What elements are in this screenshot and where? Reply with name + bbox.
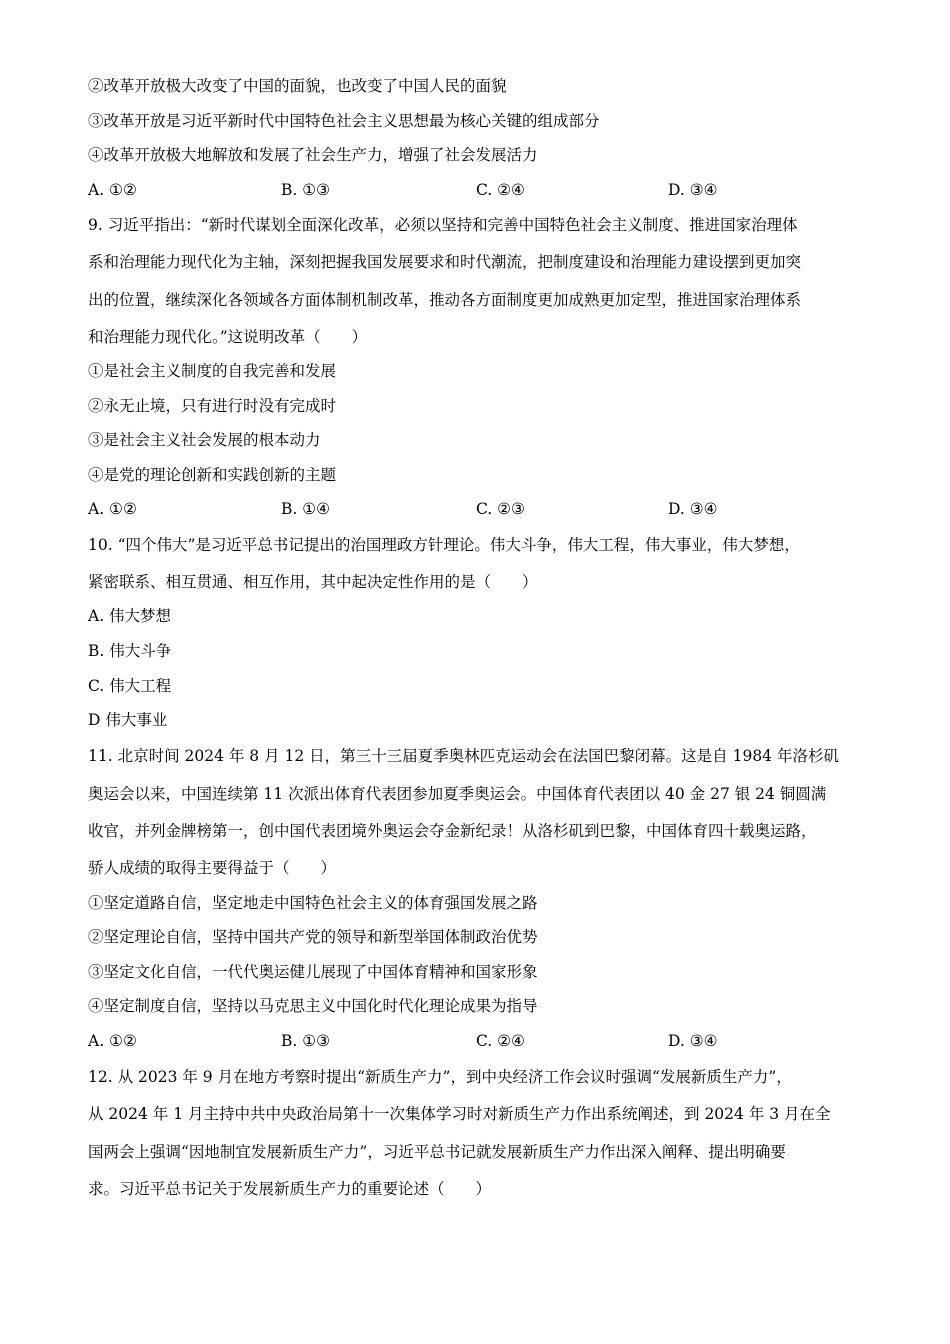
q10-option-c: C. 伟大工程 (88, 677, 172, 695)
q12-stem-line: 求。习近平总书记关于发展新质生产力的重要论述（ ） (88, 1180, 492, 1198)
q10-option-b: B. 伟大斗争 (88, 642, 172, 660)
q8-item-3: ③改革开放是习近平新时代中国特色社会主义思想最为核心关键的组成部分 (88, 112, 600, 130)
q9-stem-line: 系和治理能力现代化为主轴，深刻把握我国发展要求和时代潮流，把制度建设和治理能力建设摆到更加突 (88, 253, 802, 271)
q11-stem-line: 11. 北京时间 2024 年 8 月 12 日，第三十三届夏季奥林匹克运动会在法国巴黎闭幕。这是自 1984 年洛杉矶 (88, 747, 839, 765)
q11-option-c: C. ②④ (476, 1032, 525, 1050)
q9-item-4: ④是党的理论创新和实践创新的主题 (88, 466, 337, 484)
q11-item-1: ①坚定道路自信，坚定地走中国特色社会主义的体育强国发展之路 (88, 894, 538, 912)
q9-item-3: ③是社会主义社会发展的根本动力 (88, 431, 321, 449)
q9-option-b: B. ①④ (281, 500, 331, 518)
q11-stem-line: 骄人成绩的取得主要得益于（ ） (88, 859, 337, 877)
q12-stem-line: 国两会上强调“因地制宜发展新质生产力”，习近平总书记就发展新质生产力作出深入阐释、提出明确要 (88, 1143, 786, 1161)
q10-stem-line: 10. “四个伟大”是习近平总书记提出的治国理政方针理论。伟大斗争，伟大工程，伟大事业，伟大梦想， (88, 536, 800, 554)
q9-option-a: A. ①② (88, 500, 137, 518)
q10-stem-line: 紧密联系、相互贯通、相互作用，其中起决定性作用的是（ ） (88, 573, 538, 591)
q11-item-4: ④坚定制度自信，坚持以马克思主义中国化时代化理论成果为指导 (88, 997, 538, 1015)
q11-item-2: ②坚定理论自信，坚持中国共产党的领导和新型举国体制政治优势 (88, 928, 538, 946)
q9-option-d: D. ③④ (668, 500, 718, 518)
q10-option-a: A. 伟大梦想 (88, 607, 172, 625)
q9-item-1: ①是社会主义制度的自我完善和发展 (88, 362, 337, 380)
q8-item-4: ④改革开放极大地解放和发展了社会生产力，增强了社会发展活力 (88, 146, 538, 164)
q10-option-d: D 伟大事业 (88, 711, 168, 729)
q9-stem-line: 9. 习近平指出：“新时代谋划全面深化改革，必须以坚持和完善中国特色社会主义制度、推进国家治理体 (88, 216, 798, 234)
q8-option-d: D. ③④ (668, 181, 718, 199)
q11-stem-line: 收官，并列金牌榜第一，创中国代表团境外奥运会夺金新纪录！从洛杉矶到巴黎，中国体育四十载奥运路， (88, 822, 817, 840)
q12-stem-line: 从 2024 年 1 月主持中共中央政治局第十一次集体学习时对新质生产力作出系统阐述，到 2024 年 3 月在全 (88, 1105, 831, 1123)
q11-stem-line: 奥运会以来，中国连续第 11 次派出体育代表团参加夏季奥运会。中国体育代表团以 40 金 27 银 24 铜圆满 (88, 785, 827, 803)
q9-item-2: ②永无止境，只有进行时没有完成时 (88, 397, 337, 415)
q11-option-d: D. ③④ (668, 1032, 718, 1050)
q12-stem-line: 12. 从 2023 年 9 月在地方考察时提出“新质生产力”，到中央经济工作会议时强调“发展新质生产力”， (88, 1068, 792, 1086)
q9-stem-line: 出的位置，继续深化各领域各方面体制机制改革，推动各方面制度更加成熟更加定型，推进国家治理体系 (88, 291, 802, 309)
q8-option-b: B. ①③ (281, 181, 331, 199)
q11-item-3: ③坚定文化自信，一代代奥运健儿展现了中国体育精神和国家形象 (88, 963, 538, 981)
q8-option-a: A. ①② (88, 181, 137, 199)
q11-option-b: B. ①③ (281, 1032, 331, 1050)
q8-item-2: ②改革开放极大改变了中国的面貌，也改变了中国人民的面貌 (88, 77, 507, 95)
q11-option-a: A. ①② (88, 1032, 137, 1050)
q8-option-c: C. ②④ (476, 181, 525, 199)
q9-stem-line: 和治理能力现代化。”这说明改革（ ） (88, 328, 368, 346)
q9-option-c: C. ②③ (476, 500, 525, 518)
